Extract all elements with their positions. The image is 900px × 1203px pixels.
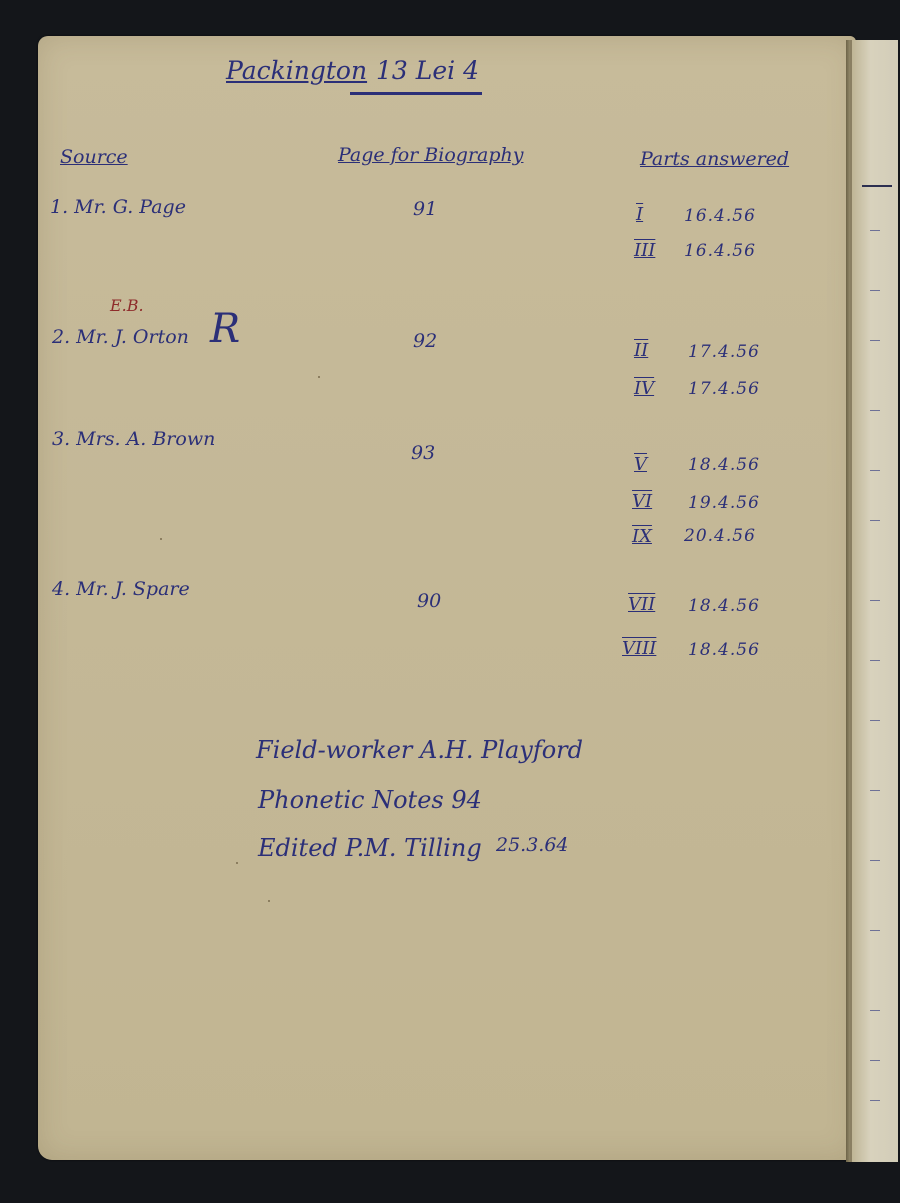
title-underline: [350, 92, 482, 95]
r-mark: R: [210, 306, 241, 352]
part-numeral: VIII: [622, 638, 657, 659]
fieldworker-line: Field-worker A.H. Playford: [256, 736, 583, 764]
part-numeral: VI: [632, 491, 653, 512]
locality-code: 13 Lei 4: [376, 56, 480, 85]
source-entry: 4. Mr. J. Spare: [52, 578, 190, 600]
biography-page: 90: [417, 590, 442, 612]
column-header-parts: Parts answered: [640, 148, 790, 170]
part-date: 18.4.56: [688, 596, 760, 616]
part-date: 17.4.56: [688, 342, 760, 362]
part-date: 16.4.56: [684, 241, 756, 261]
part-numeral: V: [634, 454, 647, 475]
source-entry: 2. Mr. J. Orton: [52, 326, 189, 348]
part-date: 20.4.56: [684, 526, 756, 546]
edited-line: Edited P.M. Tilling: [258, 834, 482, 862]
part-date: 17.4.56: [688, 379, 760, 399]
part-date: 18.4.56: [688, 640, 760, 660]
adjacent-page-mark: [862, 185, 892, 187]
part-numeral: IX: [632, 526, 652, 547]
source-entry: 1. Mr. G. Page: [50, 196, 186, 218]
column-header-source: Source: [60, 146, 128, 168]
part-numeral: VII: [628, 594, 656, 615]
correction-initials: E.B.: [110, 296, 144, 315]
part-date: 19.4.56: [688, 493, 760, 513]
part-numeral: IV: [634, 378, 655, 399]
adjacent-page-edge: [850, 40, 898, 1162]
part-date: 16.4.56: [684, 206, 756, 226]
part-numeral: II: [634, 340, 649, 361]
place-name: Packington: [226, 56, 368, 85]
part-numeral: I: [636, 204, 644, 225]
biography-page: 92: [413, 330, 438, 352]
biography-page: 93: [411, 442, 436, 464]
phonetic-notes-line: Phonetic Notes 94: [258, 786, 482, 814]
biography-page: 91: [413, 198, 438, 220]
edited-date: 25.3.64: [496, 834, 569, 856]
part-date: 18.4.56: [688, 455, 760, 475]
column-header-page: Page for Biography: [338, 144, 524, 166]
source-entry: 3. Mrs. A. Brown: [52, 428, 216, 450]
part-numeral: III: [634, 240, 656, 261]
